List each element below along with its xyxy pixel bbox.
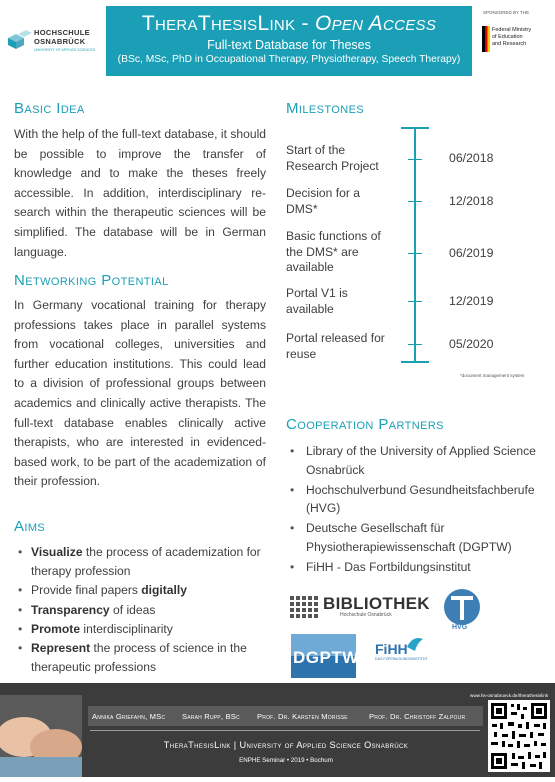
aims-heading: Aims	[14, 518, 46, 535]
sponsor-name-line1: Federal Ministry	[492, 27, 532, 33]
footer-divider	[90, 730, 480, 731]
author-name: Annika Griefahn, MSc	[92, 712, 166, 721]
milestone-label: Basic functions of the DMS* are available	[286, 229, 381, 274]
aims-item-keyword: Visualize	[31, 545, 83, 559]
milestone-label: Portal released for reuse	[286, 331, 385, 361]
aims-item-text: the process of science in the therapeutic professions	[31, 641, 247, 675]
aims-item-keyword: digitally	[141, 583, 187, 598]
poster-title-main: TheraThesisLink -	[141, 12, 315, 35]
poster-subtitle-detail: (BSc, MSc, PhD in Occupational Therapy, Physiotherapy, Speech Therapy)	[117, 54, 461, 65]
bibliothek-logo-text: BIBLIOTHEK	[323, 594, 430, 613]
aims-item-keyword: Represent	[31, 641, 91, 656]
milestone-label: Decision for a DMS*	[286, 186, 360, 216]
author-name: Prof. Dr. Karsten Morisse	[257, 712, 348, 721]
german-flag-icon	[482, 26, 490, 52]
fihh-logo-icon	[405, 633, 425, 653]
milestone-date: 12/2018	[449, 194, 494, 208]
cooperation-item: • Deutsche Gesellschaft für Physiotherapiewissenschaft (DGPTW)	[286, 519, 548, 557]
aims-item	[14, 639, 270, 677]
basic-idea-heading: Basic Idea	[14, 100, 85, 117]
basic-idea-text: With the help of the full-text database, it should be possible to improve the transfer of knowledge and to make the theses freely accessible. In addition, interdisciplinary re-search within the therapeutic sciences will be simplified. The database will be in German language.	[14, 127, 266, 259]
sponsor-name-line2: of Education	[492, 34, 523, 40]
sponsor-logo	[479, 10, 549, 70]
university-logo	[6, 28, 106, 62]
milestone-date: 06/2018	[449, 151, 494, 165]
poster-subtitle: Full-text Database for Theses	[207, 38, 371, 52]
dgptw-logo-text: DGPTW	[293, 648, 359, 667]
timeline-top-cap	[401, 127, 429, 129]
networking-text: In Germany vocational training for therapy professions takes place in parallel systems from vocational colleges, universities and further education institutions. This could lead to a division of professional groups between academics and clinically active therapists. The full-text database enables clinically active therapists, who are interested in evidenced-based work, to be part of the academization of their profession.	[14, 298, 266, 489]
dgptw-logo	[291, 634, 359, 678]
aims-item	[14, 620, 270, 639]
networking-heading: Networking Potential	[14, 272, 169, 289]
sponsor-name-line3: and Research	[492, 41, 527, 47]
bibliothek-logo-sub: Hochschule Osnabrück	[340, 612, 392, 618]
author-name: Sarah Rupp, BSc	[182, 712, 240, 721]
author-name: Prof. Dr. Christoff Zalpour	[369, 712, 466, 721]
aims-list	[14, 543, 270, 677]
aims-item-text: interdisciplinarity	[80, 621, 173, 636]
fihh-logo-text: FiHH	[375, 641, 408, 657]
institution-tagline: UNIVERSITY OF APPLIED SCIENCES	[34, 48, 96, 52]
footer-title: TheraThesisLink | University of Applied Science Osnabrück	[163, 740, 409, 750]
cooperation-heading: Cooperation Partners	[286, 416, 444, 433]
bibliothek-logo-icon	[290, 596, 318, 618]
university-logo-icon	[6, 30, 32, 50]
poster-title-italic: Open Access	[314, 12, 437, 35]
milestone-date: 12/2019	[449, 294, 494, 308]
institution-name-line2: OSNABRÜCK	[34, 37, 86, 46]
footer-photo	[0, 695, 82, 777]
cooperation-item: • Library of the University of Applied Science Osnabrück	[286, 442, 548, 480]
aims-item-text: the process of academization for therapy profession	[31, 545, 261, 579]
cooperation-item: • Hochschulverbund Gesundheitsfachberufe (HVG)	[286, 481, 548, 519]
qr-code-icon	[488, 700, 550, 772]
aims-item-text: Provide final papers	[31, 583, 142, 598]
hvg-logo-text: HVG	[452, 624, 468, 631]
timeline-tick	[408, 253, 422, 254]
aims-item	[14, 601, 270, 620]
cooperation-list	[286, 442, 548, 578]
milestone-date: 05/2020	[449, 337, 494, 351]
aims-item-keyword: Transparency	[31, 602, 110, 617]
aims-item	[14, 543, 270, 581]
qr-code[interactable]	[488, 700, 550, 772]
institution-name-line1: HOCHSCHULE	[34, 28, 90, 37]
fihh-logo-sub: DAS FORTBILDUNGSINSTITUT	[375, 657, 428, 661]
milestone-label: Start of the Research Project	[286, 143, 379, 173]
footer-url[interactable]: www.hs-osnabrueck.de/therathesislink	[470, 693, 549, 698]
cooperation-item: • FiHH - Das Fortbildungsinstitut	[286, 558, 548, 577]
bibliothek-logo	[290, 594, 430, 622]
timeline-bottom-cap	[401, 361, 429, 363]
hvg-logo	[443, 588, 481, 634]
aims-item-text: of ideas	[109, 602, 156, 617]
timeline-tick	[408, 159, 422, 160]
title-banner	[106, 6, 472, 76]
milestone-label: Portal V1 is available	[286, 286, 348, 316]
poster-title	[106, 12, 472, 36]
milestone-date: 06/2019	[449, 246, 494, 260]
footer-subtitle: ENPHE Seminar • 2019 • Bochum	[239, 757, 333, 764]
hands-photo-icon	[0, 695, 82, 777]
milestones-heading: Milestones	[286, 100, 365, 117]
aims-item	[14, 581, 270, 600]
aims-item-keyword: Promote	[31, 621, 81, 636]
fihh-logo	[375, 633, 455, 678]
timeline-tick	[408, 344, 422, 345]
timeline-line	[414, 128, 416, 362]
sponsor-caption: SPONSORED BY THE	[483, 10, 530, 15]
sponsor-name	[492, 27, 531, 48]
timeline-tick	[408, 201, 422, 202]
milestone-footnote: *document management system	[460, 373, 525, 378]
timeline-tick	[408, 301, 422, 302]
hvg-logo-icon	[443, 588, 481, 626]
